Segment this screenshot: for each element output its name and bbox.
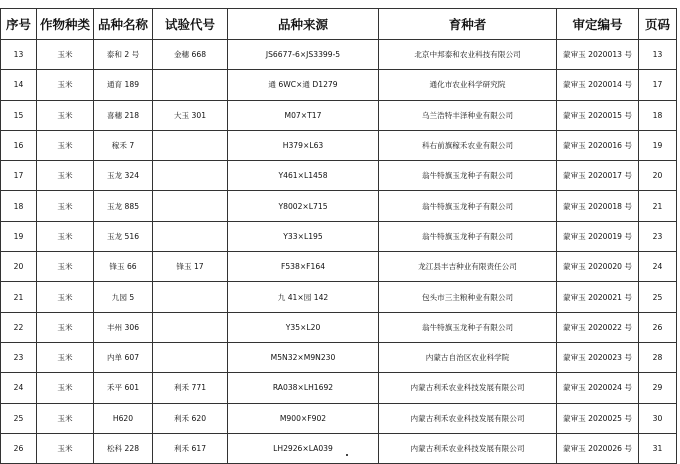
- cell-crop-type: 玉米: [37, 342, 94, 372]
- cell-serial-no: 21: [1, 282, 37, 312]
- cell-breeder: 北京中邦泰和农业科技有限公司: [379, 40, 557, 70]
- cell-page-no: 25: [639, 282, 677, 312]
- cell-breeder: 内蒙古利禾农业科技发展有限公司: [379, 373, 557, 403]
- header-approval-no: 审定编号: [557, 9, 639, 40]
- cell-variety-name: 通育 189: [94, 70, 153, 100]
- table-row: [1, 433, 677, 463]
- cell-breeder: 内蒙古自治区农业科学院: [379, 342, 557, 372]
- header-serial-no: 序号: [1, 9, 37, 40]
- cell-approval-no: 蒙审玉 2020024 号: [557, 373, 639, 403]
- cell-crop-type: 玉米: [37, 70, 94, 100]
- cell-serial-no: 19: [1, 221, 37, 251]
- cell-serial-no: 24: [1, 373, 37, 403]
- cell-approval-no: 蒙审玉 2020014 号: [557, 70, 639, 100]
- cell-page-no: 26: [639, 312, 677, 342]
- cell-approval-no: 蒙审玉 2020015 号: [557, 100, 639, 130]
- cell-serial-no: 15: [1, 100, 37, 130]
- table-row: [1, 282, 677, 312]
- cell-serial-no: 18: [1, 191, 37, 221]
- cell-page-no: 18: [639, 100, 677, 130]
- cell-serial-no: 17: [1, 161, 37, 191]
- cell-variety-name: 玉龙 885: [94, 191, 153, 221]
- cell-breeder: 科右前旗稼禾农业有限公司: [379, 130, 557, 160]
- cell-page-no: 28: [639, 342, 677, 372]
- cell-crop-type: 玉米: [37, 312, 94, 342]
- cell-trial-code: [153, 221, 228, 251]
- cell-serial-no: 16: [1, 130, 37, 160]
- cell-variety-name: 稼禾 7: [94, 130, 153, 160]
- cell-breeder: 通化市农业科学研究院: [379, 70, 557, 100]
- cell-variety-source: M5N32×M9N230: [228, 342, 379, 372]
- cell-approval-no: 蒙审玉 2020025 号: [557, 403, 639, 433]
- header-crop-type: 作物种类: [37, 9, 94, 40]
- cell-trial-code: [153, 130, 228, 160]
- cell-variety-name: 内单 607: [94, 342, 153, 372]
- cell-trial-code: 利禾 620: [153, 403, 228, 433]
- cell-page-no: 21: [639, 191, 677, 221]
- cell-serial-no: 20: [1, 252, 37, 282]
- cell-variety-name: 松科 228: [94, 433, 153, 463]
- header-breeder: 育种者: [379, 9, 557, 40]
- cell-crop-type: 玉米: [37, 403, 94, 433]
- cell-variety-source: F538×F164: [228, 252, 379, 282]
- cell-trial-code: 金穗 668: [153, 40, 228, 70]
- table-row: [1, 252, 677, 282]
- cell-variety-name: 九园 5: [94, 282, 153, 312]
- cell-variety-source: JS6677-6×JS3399-5: [228, 40, 379, 70]
- cell-variety-name: 泰和 2 号: [94, 40, 153, 70]
- cell-serial-no: 22: [1, 312, 37, 342]
- cell-trial-code: 大玉 301: [153, 100, 228, 130]
- cell-trial-code: 锋玉 17: [153, 252, 228, 282]
- cell-page-no: 23: [639, 221, 677, 251]
- cell-breeder: 内蒙古利禾农业科技发展有限公司: [379, 403, 557, 433]
- cell-variety-name: 禾平 601: [94, 373, 153, 403]
- cell-crop-type: 玉米: [37, 161, 94, 191]
- cell-approval-no: 蒙审玉 2020017 号: [557, 161, 639, 191]
- cell-variety-source: Y461×L1458: [228, 161, 379, 191]
- cell-variety-name: 锋玉 66: [94, 252, 153, 282]
- cell-breeder: 翁牛特旗玉龙种子有限公司: [379, 161, 557, 191]
- cell-page-no: 31: [639, 433, 677, 463]
- cell-crop-type: 玉米: [37, 40, 94, 70]
- cell-approval-no: 蒙审玉 2020026 号: [557, 433, 639, 463]
- cell-approval-no: 蒙审玉 2020020 号: [557, 252, 639, 282]
- cell-approval-no: 蒙审玉 2020019 号: [557, 221, 639, 251]
- cell-page-no: 13: [639, 40, 677, 70]
- cell-page-no: 20: [639, 161, 677, 191]
- cell-trial-code: [153, 70, 228, 100]
- cell-page-no: 24: [639, 252, 677, 282]
- cell-page-no: 29: [639, 373, 677, 403]
- cell-variety-source: Y8002×L715: [228, 191, 379, 221]
- cell-trial-code: 利禾 617: [153, 433, 228, 463]
- cell-approval-no: 蒙审玉 2020021 号: [557, 282, 639, 312]
- cell-variety-source: 九 41×园 142: [228, 282, 379, 312]
- table-row: [1, 100, 677, 130]
- cell-crop-type: 玉米: [37, 100, 94, 130]
- cell-crop-type: 玉米: [37, 433, 94, 463]
- cell-serial-no: 25: [1, 403, 37, 433]
- table-row: [1, 40, 677, 70]
- cell-variety-source: M07×T17: [228, 100, 379, 130]
- table-row: [1, 403, 677, 433]
- cell-approval-no: 蒙审玉 2020018 号: [557, 191, 639, 221]
- cell-page-no: 19: [639, 130, 677, 160]
- cell-variety-name: H620: [94, 403, 153, 433]
- table-row: [1, 70, 677, 100]
- cell-variety-name: 玉龙 516: [94, 221, 153, 251]
- cell-breeder: 乌兰浩特丰泽种业有限公司: [379, 100, 557, 130]
- cell-trial-code: 利禾 771: [153, 373, 228, 403]
- cell-crop-type: 玉米: [37, 191, 94, 221]
- cell-crop-type: 玉米: [37, 221, 94, 251]
- table-row: [1, 373, 677, 403]
- cell-approval-no: 蒙审玉 2020016 号: [557, 130, 639, 160]
- cell-variety-source: H379×L63: [228, 130, 379, 160]
- cell-page-no: 17: [639, 70, 677, 100]
- table-row: [1, 161, 677, 191]
- cell-variety-source: 通 6WC×通 D1279: [228, 70, 379, 100]
- table-row: [1, 191, 677, 221]
- header-variety-source: 品种来源: [228, 9, 379, 40]
- cell-variety-name: 喜穗 218: [94, 100, 153, 130]
- cell-serial-no: 23: [1, 342, 37, 372]
- table-row: [1, 221, 677, 251]
- cell-serial-no: 14: [1, 70, 37, 100]
- cell-trial-code: [153, 312, 228, 342]
- header-trial-code: 试验代号: [153, 9, 228, 40]
- cell-serial-no: 13: [1, 40, 37, 70]
- cell-crop-type: 玉米: [37, 130, 94, 160]
- cell-trial-code: [153, 191, 228, 221]
- cell-approval-no: 蒙审玉 2020013 号: [557, 40, 639, 70]
- cell-variety-name: 玉龙 324: [94, 161, 153, 191]
- table-row: [1, 312, 677, 342]
- cell-breeder: 包头市三主粮种业有限公司: [379, 282, 557, 312]
- cell-crop-type: 玉米: [37, 282, 94, 312]
- header-page-no: 页码: [639, 9, 677, 40]
- cell-crop-type: 玉米: [37, 373, 94, 403]
- page-mark: [346, 454, 348, 456]
- cell-variety-source: Y35×L20: [228, 312, 379, 342]
- cell-approval-no: 蒙审玉 2020022 号: [557, 312, 639, 342]
- table-row: [1, 342, 677, 372]
- cell-variety-source: Y33×L195: [228, 221, 379, 251]
- variety-registry-table: [0, 8, 677, 464]
- table-body: [1, 40, 677, 464]
- cell-serial-no: 26: [1, 433, 37, 463]
- cell-trial-code: [153, 342, 228, 372]
- cell-approval-no: 蒙审玉 2020023 号: [557, 342, 639, 372]
- cell-trial-code: [153, 161, 228, 191]
- header-variety-name: 品种名称: [94, 9, 153, 40]
- cell-breeder: 龙江县丰吉种业有限责任公司: [379, 252, 557, 282]
- cell-breeder: 翁牛特旗玉龙种子有限公司: [379, 221, 557, 251]
- cell-variety-source: LH2926×LA039: [228, 433, 379, 463]
- cell-variety-name: 丰州 306: [94, 312, 153, 342]
- cell-breeder: 内蒙古利禾农业科技发展有限公司: [379, 433, 557, 463]
- cell-variety-source: M900×F902: [228, 403, 379, 433]
- table-header-row: [1, 9, 677, 40]
- cell-variety-source: RA038×LH1692: [228, 373, 379, 403]
- cell-crop-type: 玉米: [37, 252, 94, 282]
- table-row: [1, 130, 677, 160]
- cell-breeder: 翁牛特旗玉龙种子有限公司: [379, 312, 557, 342]
- cell-breeder: 翁牛特旗玉龙种子有限公司: [379, 191, 557, 221]
- cell-trial-code: [153, 282, 228, 312]
- cell-page-no: 30: [639, 403, 677, 433]
